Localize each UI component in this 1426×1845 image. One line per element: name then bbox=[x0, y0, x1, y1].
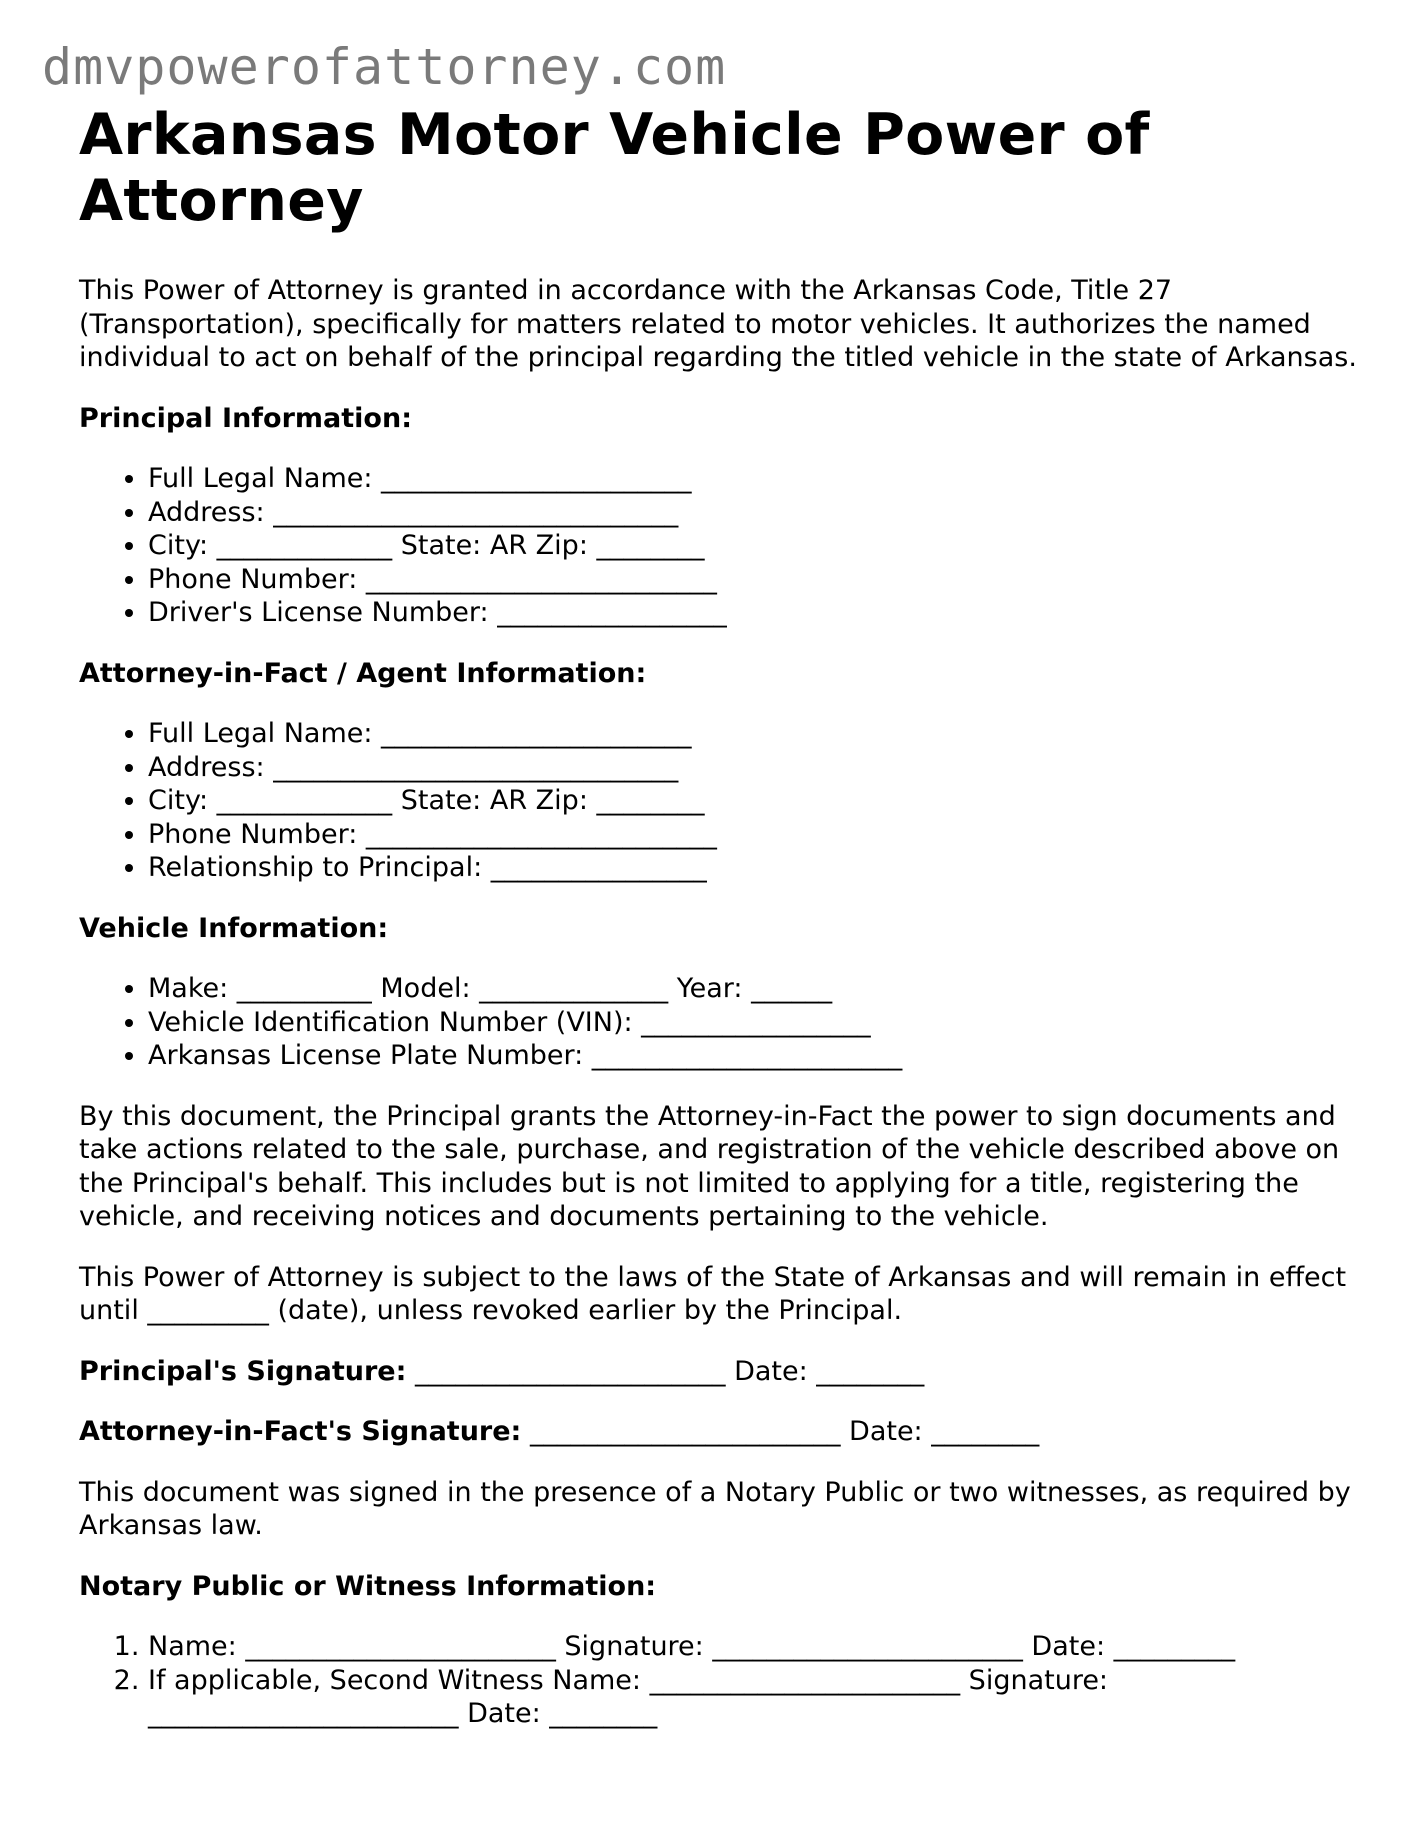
agent-info-list bbox=[79, 717, 1359, 885]
witness-info-list bbox=[79, 1630, 1359, 1731]
grant-paragraph: By this document, the Principal grants the Attorney-in-Fact the power to sign documents and take actions related to the sale, purchase, and registration of the vehicle described above on the Principal's behalf. This includes but is not limited to applying for a title, registering the vehicle, and receiving notices and documents pertaining to the vehicle. bbox=[79, 1100, 1340, 1232]
agent-full-name-field: • Full Legal Name: _______________________ bbox=[148, 717, 1359, 751]
document-body bbox=[79, 102, 1359, 1731]
second-witness-field: 2. If applicable, Second Witness Name: _______________________ Signature: _______________________ Date: ________ bbox=[148, 1664, 1359, 1731]
agent-phone-field: • Phone Number: __________________________ bbox=[148, 818, 1359, 852]
notary-statement: This document was signed in the presence of a Notary Public or two witnesses, as required by Arkansas law. bbox=[79, 1476, 1351, 1541]
agent-info-heading: Attorney-in-Fact / Agent Information: bbox=[79, 657, 647, 689]
principal-phone-field: • Phone Number: __________________________ bbox=[148, 563, 1359, 597]
principal-address-field: • Address: ______________________________ bbox=[148, 496, 1359, 530]
principal-full-name-field: • Full Legal Name: _______________________ bbox=[148, 462, 1359, 496]
document-title: Arkansas Motor Vehicle Power of Attorney bbox=[79, 102, 1150, 234]
witness-info-heading: Notary Public or Witness Information: bbox=[79, 1570, 657, 1602]
principal-city-state-zip-field: • City: _____________ State: AR Zip: ________ bbox=[148, 529, 1359, 563]
agent-relationship-field: • Relationship to Principal: ________________ bbox=[148, 851, 1359, 885]
agent-signature-label: Attorney-in-Fact's Signature: bbox=[79, 1416, 522, 1447]
principal-license-field: • Driver's License Number: _________________ bbox=[148, 596, 1359, 630]
principal-info-heading: Principal Information: bbox=[79, 402, 413, 434]
agent-city-state-zip-field: • City: _____________ State: AR Zip: ________ bbox=[148, 784, 1359, 818]
vehicle-plate-field: • Arkansas License Plate Number: _______________________ bbox=[148, 1039, 1359, 1073]
vehicle-vin-field: • Vehicle Identification Number (VIN): _________________ bbox=[148, 1006, 1359, 1040]
vehicle-info-heading: Vehicle Information: bbox=[79, 912, 389, 944]
principal-info-list bbox=[79, 462, 1359, 630]
principal-signature-blank: _______________________ Date: ________ bbox=[406, 1355, 925, 1387]
principal-signature-line bbox=[79, 1355, 1359, 1389]
principal-signature-label: Principal's Signature: bbox=[79, 1355, 407, 1387]
vehicle-info-list bbox=[79, 972, 1359, 1073]
agent-signature-line bbox=[79, 1415, 1359, 1449]
first-witness-field: 1. Name: _______________________ Signature: _______________________ Date: _________ bbox=[148, 1630, 1359, 1664]
intro-paragraph: This Power of Attorney is granted in accordance with the Arkansas Code, Title 27 (Transportation), specifically for matters related to motor vehicles. It authorizes the named individual to act on behalf of the principal regarding the titled vehicle in the state of Arkansas. bbox=[79, 275, 1357, 373]
agent-address-field: • Address: ______________________________ bbox=[148, 751, 1359, 785]
site-watermark: dmvpowerofattorney.com bbox=[42, 38, 727, 96]
vehicle-make-model-year-field: • Make: __________ Model: ______________ Year: ______ bbox=[148, 972, 1359, 1006]
validity-paragraph: This Power of Attorney is subject to the laws of the State of Arkansas and will remain in effect until _________ (date), unless revoked earlier by the Principal. bbox=[79, 1261, 1347, 1326]
agent-signature-blank: _______________________ Date: ________ bbox=[521, 1416, 1040, 1447]
